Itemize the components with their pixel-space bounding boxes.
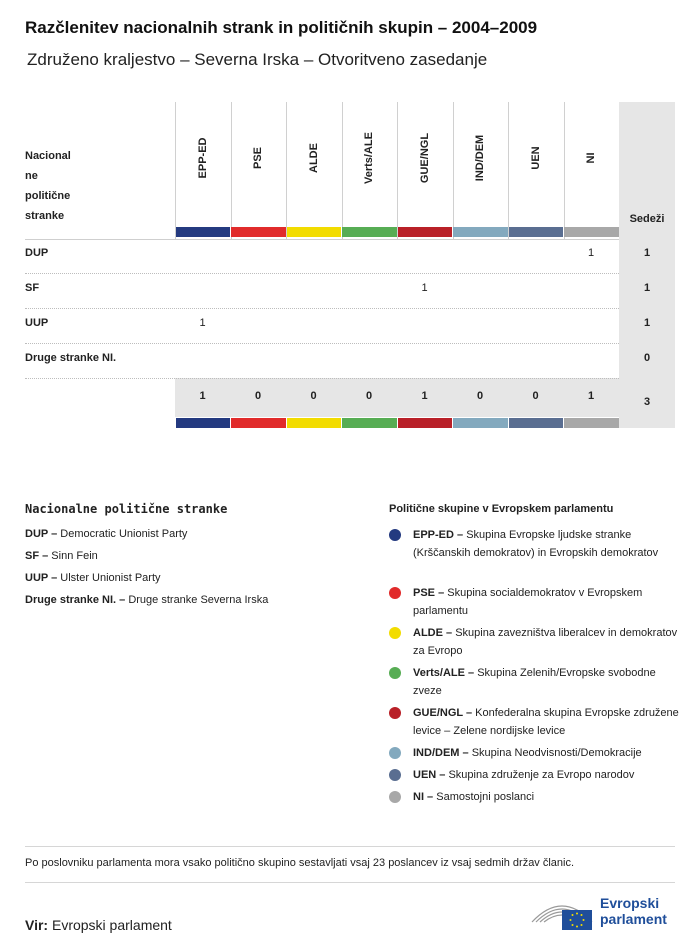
group-color-bar [453, 227, 508, 237]
group-legend-item [389, 624, 679, 660]
logo-line: Evropski [600, 895, 660, 911]
page-subtitle: Združeno kraljestvo – Severna Irska – Otvoritveno zasedanje [27, 50, 488, 69]
party-abbreviation: SF – [25, 550, 49, 562]
column-header-label: PSE [252, 146, 264, 170]
group-legend-item [389, 526, 679, 562]
column-total: 1 [587, 390, 595, 402]
party-abbreviation: Druge stranke NI. – [25, 594, 126, 606]
header-line: Nacional [25, 150, 71, 162]
source-label: Vir: [25, 917, 49, 933]
group-legend-text [413, 788, 679, 806]
group-abbreviation: ALDE – [413, 627, 453, 639]
header-line: stranke [25, 210, 65, 222]
party-name: Democratic Unionist Party [60, 528, 188, 540]
group-abbreviation: EPP-ED – [413, 529, 464, 541]
group-legend-item [389, 744, 679, 762]
group-color-bar [564, 227, 619, 237]
column-header [508, 102, 563, 227]
table-cell: 1 [421, 282, 428, 294]
party-row-label: DUP [25, 247, 49, 259]
group-legend-text [413, 584, 679, 620]
logo-line: parlament [600, 911, 667, 927]
divider [25, 846, 675, 847]
column-header-label: GUE/NGL [418, 132, 431, 184]
group-legend-text [413, 526, 679, 562]
party-row-label: Druge stranke NI. [25, 352, 117, 364]
group-legend-text [413, 744, 679, 762]
group-name: Skupina Zelenih/Evropske svobodne zveze [413, 667, 656, 697]
row-divider [25, 378, 619, 379]
group-color-bar [564, 418, 619, 428]
row-seats: 0 [643, 352, 651, 364]
group-color-bar [342, 418, 397, 428]
column-header-label: ALDE [307, 143, 320, 173]
divider [25, 882, 675, 883]
group-color-bar [176, 227, 231, 237]
column-header [397, 102, 452, 227]
group-color-bar [231, 418, 286, 428]
party-row-label: UUP [25, 317, 49, 329]
group-abbreviation: IND/DEM – [413, 747, 469, 759]
column-total: 0 [532, 390, 539, 402]
column-header-label: IND/DEM [474, 134, 486, 182]
group-color-bar [453, 418, 508, 428]
parliament-emblem-icon [528, 892, 596, 934]
group-color-dot-icon [389, 587, 401, 599]
column-header-label: NI [585, 152, 597, 164]
group-color-dot-icon [389, 529, 401, 541]
logo-text [600, 895, 667, 927]
group-name: Samostojni poslanci [436, 791, 535, 803]
group-legend-item [389, 664, 679, 700]
row-divider [25, 239, 619, 240]
national-legend-item [25, 550, 98, 562]
table-cell: 1 [199, 317, 206, 329]
national-legend-item [25, 594, 268, 606]
header-line: politične [25, 190, 71, 202]
column-header [342, 102, 397, 227]
group-name: Konfederalna skupina Evropske združene levice – Zelene nordijske levice [413, 707, 679, 737]
column-header [175, 102, 230, 227]
group-legend-item [389, 766, 679, 784]
ep-logo [528, 892, 678, 936]
group-abbreviation: Verts/ALE – [413, 667, 475, 679]
group-name: Skupina Evropske ljudske stranke (Krščanskih demokratov) in Evropskih demokratov [413, 529, 659, 559]
group-legend-text [413, 624, 679, 660]
groups-legend-title: Politične skupine v Evropskem parlamentu [389, 503, 614, 515]
group-legend-text [413, 766, 679, 784]
party-name: Ulster Unionist Party [60, 572, 161, 584]
column-total: 0 [310, 390, 317, 402]
party-abbreviation: UUP – [25, 572, 58, 584]
group-name: Skupina socialdemokratov v Evropskem parlamentu [413, 587, 643, 617]
group-legend-text [413, 664, 679, 700]
group-abbreviation: UEN – [413, 769, 446, 781]
column-total: 1 [199, 390, 206, 402]
group-name: Skupina zavezništva liberalcev in demokratov za Evropo [413, 627, 678, 657]
group-color-bar [287, 227, 342, 237]
column-header [286, 102, 341, 227]
national-legend-item [25, 572, 161, 584]
column-header [231, 102, 286, 227]
row-divider [25, 273, 619, 274]
column-total: 0 [254, 390, 262, 402]
group-color-bar [509, 418, 564, 428]
source-value: Evropski parlament [51, 917, 172, 933]
source-line [25, 917, 172, 933]
seats-header: Sedeži [629, 213, 665, 225]
row-divider [25, 308, 619, 309]
row-seats: 1 [643, 247, 651, 259]
group-abbreviation: NI – [413, 791, 434, 803]
party-name: Druge stranke Severna Irska [128, 594, 269, 606]
column-header-label: Verts/ALE [363, 132, 375, 184]
group-color-bar [342, 227, 397, 237]
group-color-dot-icon [389, 707, 401, 719]
national-legend-item [25, 528, 187, 540]
group-color-dot-icon [389, 747, 401, 759]
group-legend-item [389, 788, 679, 806]
seats-column-background [619, 102, 675, 428]
column-total: 1 [421, 390, 428, 402]
group-color-dot-icon [389, 667, 401, 679]
party-abbreviation: DUP – [25, 528, 58, 540]
group-name: Skupina združenje za Evropo narodov [448, 769, 635, 781]
group-color-bar [509, 227, 564, 237]
row-seats: 1 [643, 282, 651, 294]
party-name: Sinn Fein [51, 550, 98, 562]
group-abbreviation: GUE/NGL – [413, 707, 473, 719]
column-total: 0 [365, 390, 373, 402]
group-color-bar [287, 418, 342, 428]
group-color-dot-icon [389, 769, 401, 781]
column-header [453, 102, 508, 227]
column-total: 0 [476, 390, 484, 402]
group-color-bar [176, 418, 231, 428]
group-color-bar [398, 227, 453, 237]
table-cell: 1 [587, 247, 595, 259]
national-legend-title: Nacionalne politične stranke [25, 502, 228, 516]
group-name: Skupina Neodvisnosti/Demokracije [471, 747, 642, 759]
group-legend-item [389, 584, 679, 620]
group-color-dot-icon [389, 627, 401, 639]
group-color-bar [231, 227, 286, 237]
footnote: Po poslovniku parlamenta mora vsako politično skupino sestavljati vsaj 23 poslancev iz vsaj sedmih držav članic. [25, 857, 575, 869]
group-abbreviation: PSE – [413, 587, 445, 599]
row-seats: 1 [643, 317, 651, 329]
group-legend-item [389, 704, 679, 740]
column-header [564, 102, 619, 227]
seats-table [25, 102, 675, 428]
party-row-label: SF [25, 282, 40, 294]
group-color-dot-icon [389, 791, 401, 803]
national-parties-header [25, 146, 175, 226]
column-header-label: EPP-ED [196, 137, 209, 179]
page-title: Razčlenitev nacionalnih strank in političnih skupin – 2004–2009 [25, 18, 538, 37]
total-seats: 3 [643, 396, 651, 408]
group-color-bar [398, 418, 453, 428]
row-divider [25, 343, 619, 344]
group-legend-text [413, 704, 679, 740]
header-line: ne [25, 170, 38, 182]
column-header-label: UEN [529, 146, 542, 170]
